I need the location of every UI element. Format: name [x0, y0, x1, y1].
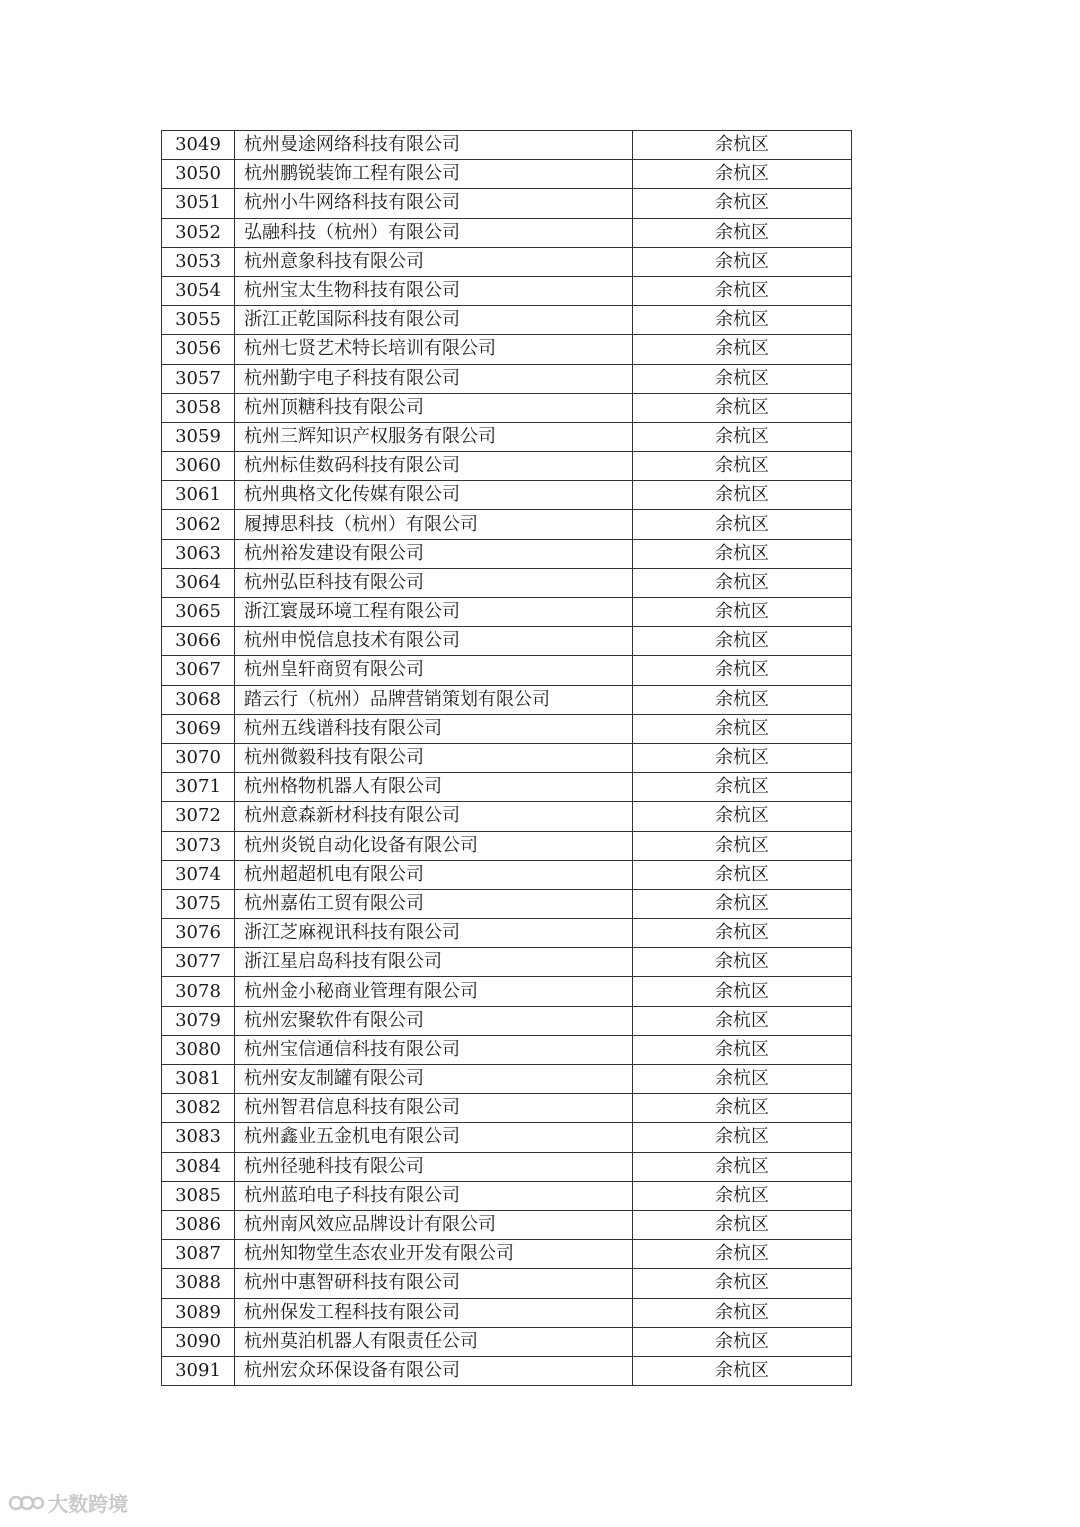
company-name: 杭州申悦信息技术有限公司 — [235, 627, 633, 656]
district-name: 余杭区 — [633, 948, 852, 977]
table-row — [162, 919, 852, 948]
company-name: 杭州智君信息科技有限公司 — [235, 1094, 633, 1123]
district-name: 余杭区 — [633, 189, 852, 218]
district-name: 余杭区 — [633, 160, 852, 189]
company-name: 杭州曼途网络科技有限公司 — [235, 131, 633, 160]
table-row — [162, 452, 852, 481]
table-row — [162, 831, 852, 860]
district-name: 余杭区 — [633, 773, 852, 802]
company-name: 杭州鑫业五金机电有限公司 — [235, 1123, 633, 1152]
company-name: 浙江星启岛科技有限公司 — [235, 948, 633, 977]
table-row — [162, 218, 852, 247]
district-name: 余杭区 — [633, 568, 852, 597]
row-number: 3062 — [162, 510, 235, 539]
company-list-table — [161, 130, 852, 1386]
table-row — [162, 948, 852, 977]
district-name: 余杭区 — [633, 539, 852, 568]
table-row — [162, 1240, 852, 1269]
table-row — [162, 1356, 852, 1385]
table-row — [162, 131, 852, 160]
row-number: 3057 — [162, 364, 235, 393]
row-number: 3055 — [162, 306, 235, 335]
row-number: 3081 — [162, 1065, 235, 1094]
company-name: 杭州宝信通信科技有限公司 — [235, 1035, 633, 1064]
company-name: 杭州五线谱科技有限公司 — [235, 714, 633, 743]
row-number: 3068 — [162, 685, 235, 714]
watermark — [8, 1488, 128, 1517]
company-name: 杭州顶糖科技有限公司 — [235, 393, 633, 422]
company-name: 杭州莫泊机器人有限责任公司 — [235, 1327, 633, 1356]
table-row — [162, 889, 852, 918]
table-row — [162, 1210, 852, 1239]
company-name: 踏云行（杭州）品牌营销策划有限公司 — [235, 685, 633, 714]
company-name: 浙江正乾国际科技有限公司 — [235, 306, 633, 335]
company-name: 杭州意象科技有限公司 — [235, 247, 633, 276]
row-number: 3064 — [162, 568, 235, 597]
company-name: 杭州金小秘商业管理有限公司 — [235, 977, 633, 1006]
watermark-text: 大数跨境 — [48, 1492, 128, 1516]
company-name: 杭州蓝珀电子科技有限公司 — [235, 1181, 633, 1210]
district-name: 余杭区 — [633, 860, 852, 889]
row-number: 3053 — [162, 247, 235, 276]
row-number: 3067 — [162, 656, 235, 685]
table-row — [162, 247, 852, 276]
company-name: 杭州微毅科技有限公司 — [235, 743, 633, 772]
table-body — [162, 131, 852, 1386]
district-name: 余杭区 — [633, 598, 852, 627]
table-row — [162, 160, 852, 189]
row-number: 3078 — [162, 977, 235, 1006]
company-name: 杭州勤宇电子科技有限公司 — [235, 364, 633, 393]
company-name: 杭州意森新材科技有限公司 — [235, 802, 633, 831]
district-name: 余杭区 — [633, 1065, 852, 1094]
row-number: 3052 — [162, 218, 235, 247]
row-number: 3058 — [162, 393, 235, 422]
table-row — [162, 481, 852, 510]
district-name: 余杭区 — [633, 1006, 852, 1035]
table-row — [162, 1094, 852, 1123]
district-name: 余杭区 — [633, 714, 852, 743]
district-name: 余杭区 — [633, 977, 852, 1006]
table-row — [162, 627, 852, 656]
district-name: 余杭区 — [633, 1210, 852, 1239]
company-name: 杭州裕发建设有限公司 — [235, 539, 633, 568]
row-number: 3073 — [162, 831, 235, 860]
company-name: 杭州鹏锐装饰工程有限公司 — [235, 160, 633, 189]
row-number: 3059 — [162, 422, 235, 451]
company-name: 杭州径驰科技有限公司 — [235, 1152, 633, 1181]
row-number: 3063 — [162, 539, 235, 568]
district-name: 余杭区 — [633, 889, 852, 918]
company-name: 杭州七贤艺术特长培训有限公司 — [235, 335, 633, 364]
company-name: 杭州格物机器人有限公司 — [235, 773, 633, 802]
row-number: 3091 — [162, 1356, 235, 1385]
company-name: 浙江寰晟环境工程有限公司 — [235, 598, 633, 627]
district-name: 余杭区 — [633, 656, 852, 685]
row-number: 3090 — [162, 1327, 235, 1356]
district-name: 余杭区 — [633, 1356, 852, 1385]
table-row — [162, 1152, 852, 1181]
table-row — [162, 1123, 852, 1152]
district-name: 余杭区 — [633, 1152, 852, 1181]
table-row — [162, 685, 852, 714]
district-name: 余杭区 — [633, 247, 852, 276]
row-number: 3074 — [162, 860, 235, 889]
company-name: 杭州标佳数码科技有限公司 — [235, 452, 633, 481]
district-name: 余杭区 — [633, 1035, 852, 1064]
company-name: 杭州宏聚软件有限公司 — [235, 1006, 633, 1035]
table-row — [162, 1181, 852, 1210]
company-name: 杭州三辉知识产权服务有限公司 — [235, 422, 633, 451]
company-name: 杭州宏众环保设备有限公司 — [235, 1356, 633, 1385]
company-name: 杭州宝太生物科技有限公司 — [235, 276, 633, 305]
table-row — [162, 598, 852, 627]
district-name: 余杭区 — [633, 452, 852, 481]
district-name: 余杭区 — [633, 1181, 852, 1210]
district-name: 余杭区 — [633, 364, 852, 393]
company-name: 杭州安友制罐有限公司 — [235, 1065, 633, 1094]
district-name: 余杭区 — [633, 743, 852, 772]
loop-logo-icon — [8, 1493, 44, 1513]
table-row — [162, 568, 852, 597]
row-number: 3089 — [162, 1298, 235, 1327]
table-row — [162, 189, 852, 218]
table-row — [162, 1006, 852, 1035]
district-name: 余杭区 — [633, 831, 852, 860]
company-name: 杭州炎锐自动化设备有限公司 — [235, 831, 633, 860]
row-number: 3066 — [162, 627, 235, 656]
table-row — [162, 1327, 852, 1356]
company-name: 浙江芝麻视讯科技有限公司 — [235, 919, 633, 948]
district-name: 余杭区 — [633, 481, 852, 510]
row-number: 3080 — [162, 1035, 235, 1064]
row-number: 3070 — [162, 743, 235, 772]
table-row — [162, 1269, 852, 1298]
table-row — [162, 276, 852, 305]
company-name: 杭州嘉佑工贸有限公司 — [235, 889, 633, 918]
row-number: 3071 — [162, 773, 235, 802]
row-number: 3083 — [162, 1123, 235, 1152]
district-name: 余杭区 — [633, 1298, 852, 1327]
table-row — [162, 1298, 852, 1327]
row-number: 3087 — [162, 1240, 235, 1269]
row-number: 3088 — [162, 1269, 235, 1298]
row-number: 3056 — [162, 335, 235, 364]
row-number: 3076 — [162, 919, 235, 948]
row-number: 3082 — [162, 1094, 235, 1123]
district-name: 余杭区 — [633, 306, 852, 335]
company-name: 杭州超超机电有限公司 — [235, 860, 633, 889]
table-row — [162, 860, 852, 889]
table-row — [162, 364, 852, 393]
row-number: 3065 — [162, 598, 235, 627]
company-name: 杭州南风效应品牌设计有限公司 — [235, 1210, 633, 1239]
company-name: 杭州弘臣科技有限公司 — [235, 568, 633, 597]
row-number: 3050 — [162, 160, 235, 189]
district-name: 余杭区 — [633, 685, 852, 714]
table-row — [162, 393, 852, 422]
row-number: 3077 — [162, 948, 235, 977]
row-number: 3072 — [162, 802, 235, 831]
table-row — [162, 977, 852, 1006]
table-row — [162, 714, 852, 743]
row-number: 3079 — [162, 1006, 235, 1035]
district-name: 余杭区 — [633, 919, 852, 948]
table-row — [162, 773, 852, 802]
company-name: 履搏思科技（杭州）有限公司 — [235, 510, 633, 539]
company-name: 杭州小牛网络科技有限公司 — [235, 189, 633, 218]
company-name: 杭州皇轩商贸有限公司 — [235, 656, 633, 685]
table-row — [162, 743, 852, 772]
district-name: 余杭区 — [633, 422, 852, 451]
table-row — [162, 656, 852, 685]
row-number: 3060 — [162, 452, 235, 481]
district-name: 余杭区 — [633, 627, 852, 656]
table-row — [162, 306, 852, 335]
table-row — [162, 422, 852, 451]
company-name: 杭州知物堂生态农业开发有限公司 — [235, 1240, 633, 1269]
district-name: 余杭区 — [633, 510, 852, 539]
table-row — [162, 510, 852, 539]
company-name: 杭州保发工程科技有限公司 — [235, 1298, 633, 1327]
table-row — [162, 1035, 852, 1064]
table-row — [162, 1065, 852, 1094]
row-number: 3075 — [162, 889, 235, 918]
district-name: 余杭区 — [633, 1094, 852, 1123]
table-row — [162, 335, 852, 364]
district-name: 余杭区 — [633, 1123, 852, 1152]
table-row — [162, 539, 852, 568]
district-name: 余杭区 — [633, 1269, 852, 1298]
district-name: 余杭区 — [633, 802, 852, 831]
company-name: 弘融科技（杭州）有限公司 — [235, 218, 633, 247]
row-number: 3049 — [162, 131, 235, 160]
district-name: 余杭区 — [633, 1327, 852, 1356]
district-name: 余杭区 — [633, 1240, 852, 1269]
row-number: 3054 — [162, 276, 235, 305]
district-name: 余杭区 — [633, 218, 852, 247]
row-number: 3086 — [162, 1210, 235, 1239]
row-number: 3084 — [162, 1152, 235, 1181]
row-number: 3085 — [162, 1181, 235, 1210]
row-number: 3061 — [162, 481, 235, 510]
district-name: 余杭区 — [633, 335, 852, 364]
row-number: 3051 — [162, 189, 235, 218]
district-name: 余杭区 — [633, 131, 852, 160]
table-row — [162, 802, 852, 831]
company-name: 杭州中惠智研科技有限公司 — [235, 1269, 633, 1298]
district-name: 余杭区 — [633, 393, 852, 422]
row-number: 3069 — [162, 714, 235, 743]
district-name: 余杭区 — [633, 276, 852, 305]
company-name: 杭州典格文化传媒有限公司 — [235, 481, 633, 510]
